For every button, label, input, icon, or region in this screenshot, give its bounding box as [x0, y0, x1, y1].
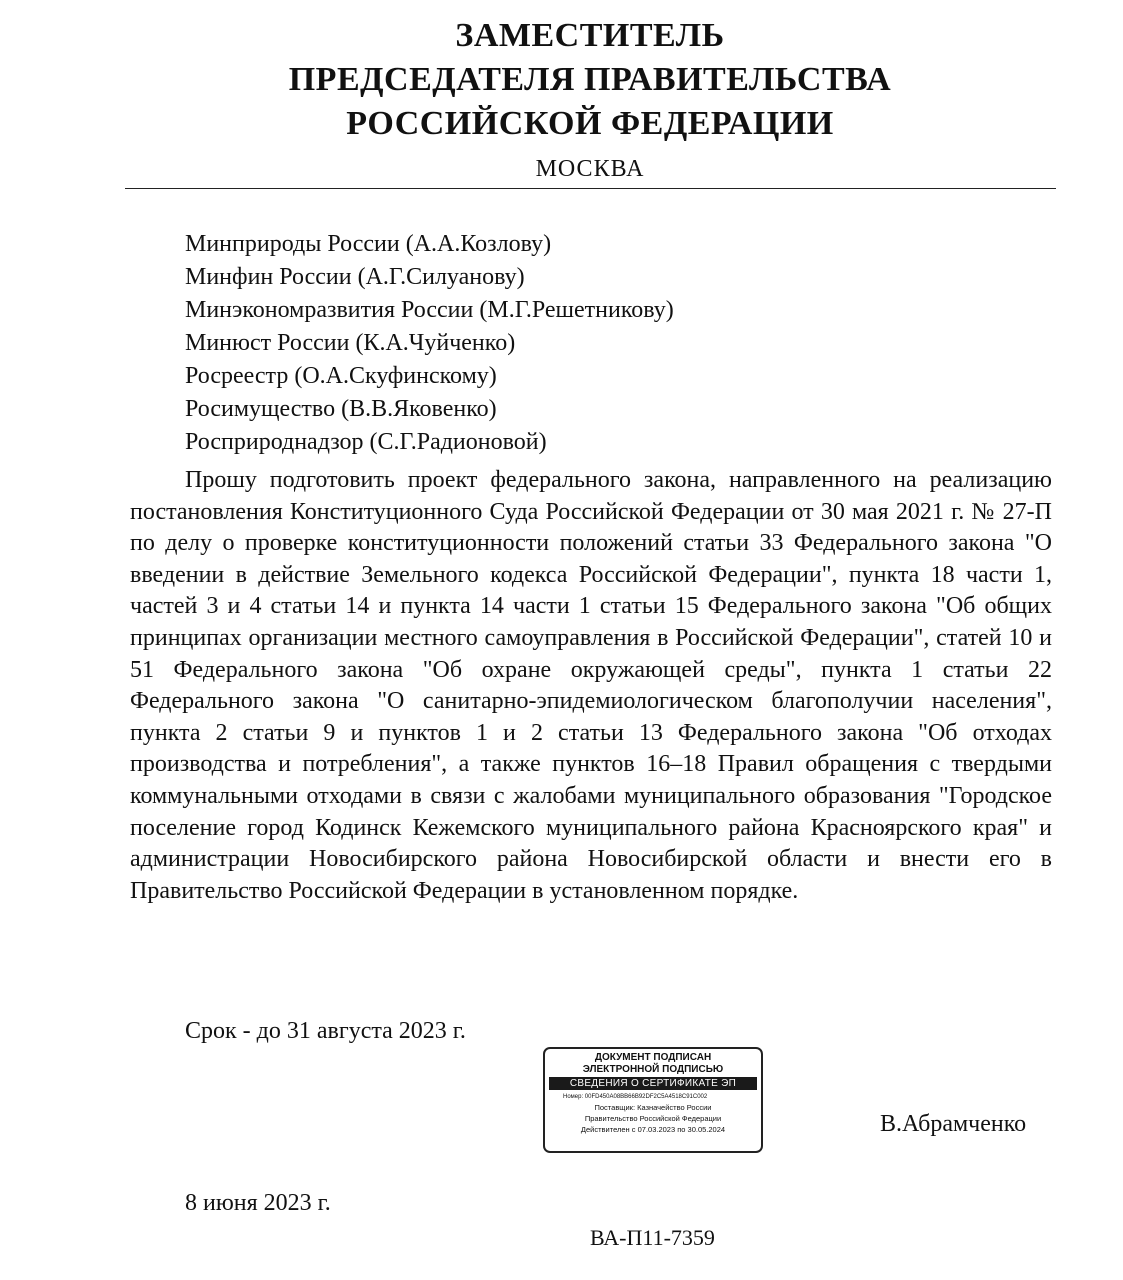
addressee-item: Минэкономразвития России (М.Г.Решетникову) [185, 297, 674, 323]
document-date: 8 июня 2023 г. [185, 1190, 331, 1216]
document-number: ВА-П11-7359 [590, 1225, 715, 1250]
addressee-list [185, 228, 674, 459]
header-line-2: ПРЕДСЕДАТЕЛЯ ПРАВИТЕЛЬСТВА [288, 61, 892, 98]
signer-name: В.Абрамченко [880, 1111, 1027, 1137]
header-divider [125, 188, 1056, 189]
document-header [0, 14, 1123, 146]
addressee-item: Минюст России (К.А.Чуйченко) [185, 330, 516, 356]
stamp-issuer-1: Поставщик: Казначейство России [594, 1103, 712, 1112]
header-line-1: ЗАМЕСТИТЕЛЬ [455, 17, 725, 54]
electronic-signature-stamp [543, 1047, 763, 1153]
stamp-cert-number: Номер: 00FD450A08BB66B92DF2C5A4518C91C002 [563, 1094, 708, 1100]
addressee-item: Росприроднадзор (С.Г.Радионовой) [185, 429, 547, 455]
stamp-validity: Действителен с 07.03.2023 по 30.05.2024 [580, 1125, 726, 1134]
addressee-item: Минприроды России (А.А.Козлову) [185, 231, 552, 257]
city-label: МОСКВА [535, 156, 645, 182]
deadline-text: Срок - до 31 августа 2023 г. [185, 1018, 466, 1044]
addressee-item: Росимущество (В.В.Яковенко) [185, 396, 497, 422]
stamp-title-2: ЭЛЕКТРОННОЙ ПОДПИСЬЮ [582, 1064, 724, 1075]
header-line-3: РОССИЙСКОЙ ФЕДЕРАЦИИ [346, 105, 834, 142]
body-paragraph: Прошу подготовить проект федерального закона, направленного на реализацию постановления Конституционного Суда Российской Федерации от 30 мая 2021 г. № 27-П по делу о проверке конституционности положений статьи 33 Федерального закона "О введении в действие Земельного кодекса Российской Федерации", пункта 18 части 1, частей 3 и 4 статьи 14 и пункта 14 части 1 статьи 15 Федерального закона "Об общих принципах организации местного самоуправления в Российской Федерации", статей 10 и 51 Федерального закона "Об охране окружающей среды", пункта 1 статьи 22 Федерального закона "О санитарно-эпидемиологическом благополучии населения", пункта 2 статьи 9 и пунктов 1 и 2 статьи 13 Федерального закона "Об отходах производства и потребления", а также пунктов 16–18 Правил обращения с твердыми коммунальными отходами в связи с жалобами муниципального образования "Городское поселение город Кодинск Кежемского муниципального района Красноярского края" и администрации Новосибирского района Новосибирской области и внести его в Правительство Российской Федерации в установленном порядке. [130, 467, 1052, 904]
addressee-item: Минфин России (А.Г.Силуанову) [185, 264, 525, 290]
stamp-certificate-bar: СВЕДЕНИЯ О СЕРТИФИКАТЕ ЭП [549, 1077, 757, 1090]
addressee-item: Росреестр (О.А.Скуфинскому) [185, 363, 497, 389]
stamp-issuer-2: Правительство Российской Федерации [584, 1114, 722, 1123]
stamp-title-1: ДОКУМЕНТ ПОДПИСАН [594, 1052, 712, 1063]
